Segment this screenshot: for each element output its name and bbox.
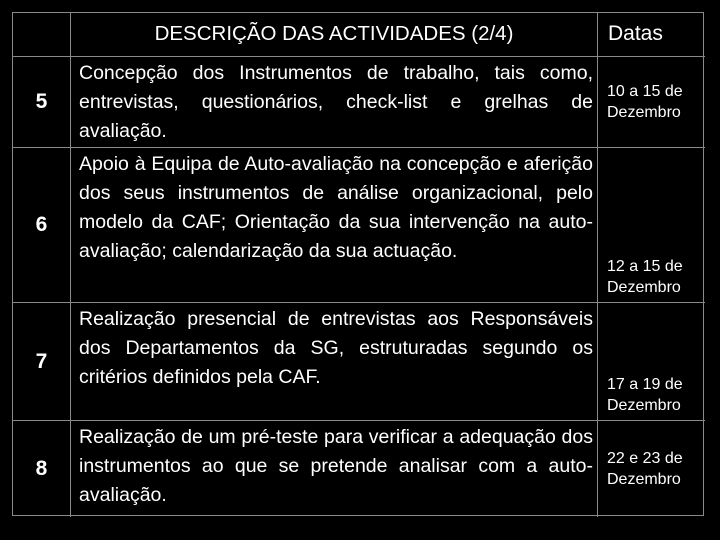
row-date-line1: 12 a 15 de bbox=[607, 258, 683, 275]
row-number-5: 5 bbox=[13, 57, 71, 148]
row-date-line1: 17 a 19 de bbox=[607, 376, 683, 393]
row-description-5: Concepção dos Instrumentos de trabalho, tais como, entrevistas, questionários, check-list e grelhas de avaliação. bbox=[71, 57, 598, 148]
row-number-8: 8 bbox=[13, 421, 71, 517]
row-date-line2: Dezembro bbox=[607, 397, 681, 414]
row-date-line2: Dezembro bbox=[607, 104, 681, 121]
row-date-line2: Dezembro bbox=[607, 471, 681, 488]
header-description-cell: DESCRIÇÃO DAS ACTIVIDADES (2/4) bbox=[71, 13, 598, 57]
row-description-6: Apoio à Equipa de Auto-avaliação na concepção e aferição dos seus instrumentos de análise organizacional, pelo modelo da CAF; Orientação da sua intervenção na auto-avaliação; calendarização da sua actuação. bbox=[71, 148, 598, 303]
row-date-line1: 22 e 23 de bbox=[607, 450, 683, 467]
row-date-line1: 10 a 15 de bbox=[607, 83, 683, 100]
row-date-7 bbox=[598, 303, 705, 421]
row-date-6 bbox=[598, 148, 705, 303]
activities-table bbox=[12, 12, 704, 516]
row-date-8 bbox=[598, 421, 705, 517]
row-description-7: Realização presencial de entrevistas aos Responsáveis dos Departamentos da SG, estruturadas segundo os critérios definidos pela CAF. bbox=[71, 303, 598, 421]
header-number-cell bbox=[13, 13, 71, 57]
header-date-cell: Datas bbox=[598, 13, 705, 57]
row-description-8: Realização de um pré-teste para verificar a adequação dos instrumentos ao que se pretende analisar com a auto-avaliação. bbox=[71, 421, 598, 517]
row-date-5 bbox=[598, 57, 705, 148]
row-number-6: 6 bbox=[13, 148, 71, 303]
row-number-7: 7 bbox=[13, 303, 71, 421]
row-date-line2: Dezembro bbox=[607, 279, 681, 296]
